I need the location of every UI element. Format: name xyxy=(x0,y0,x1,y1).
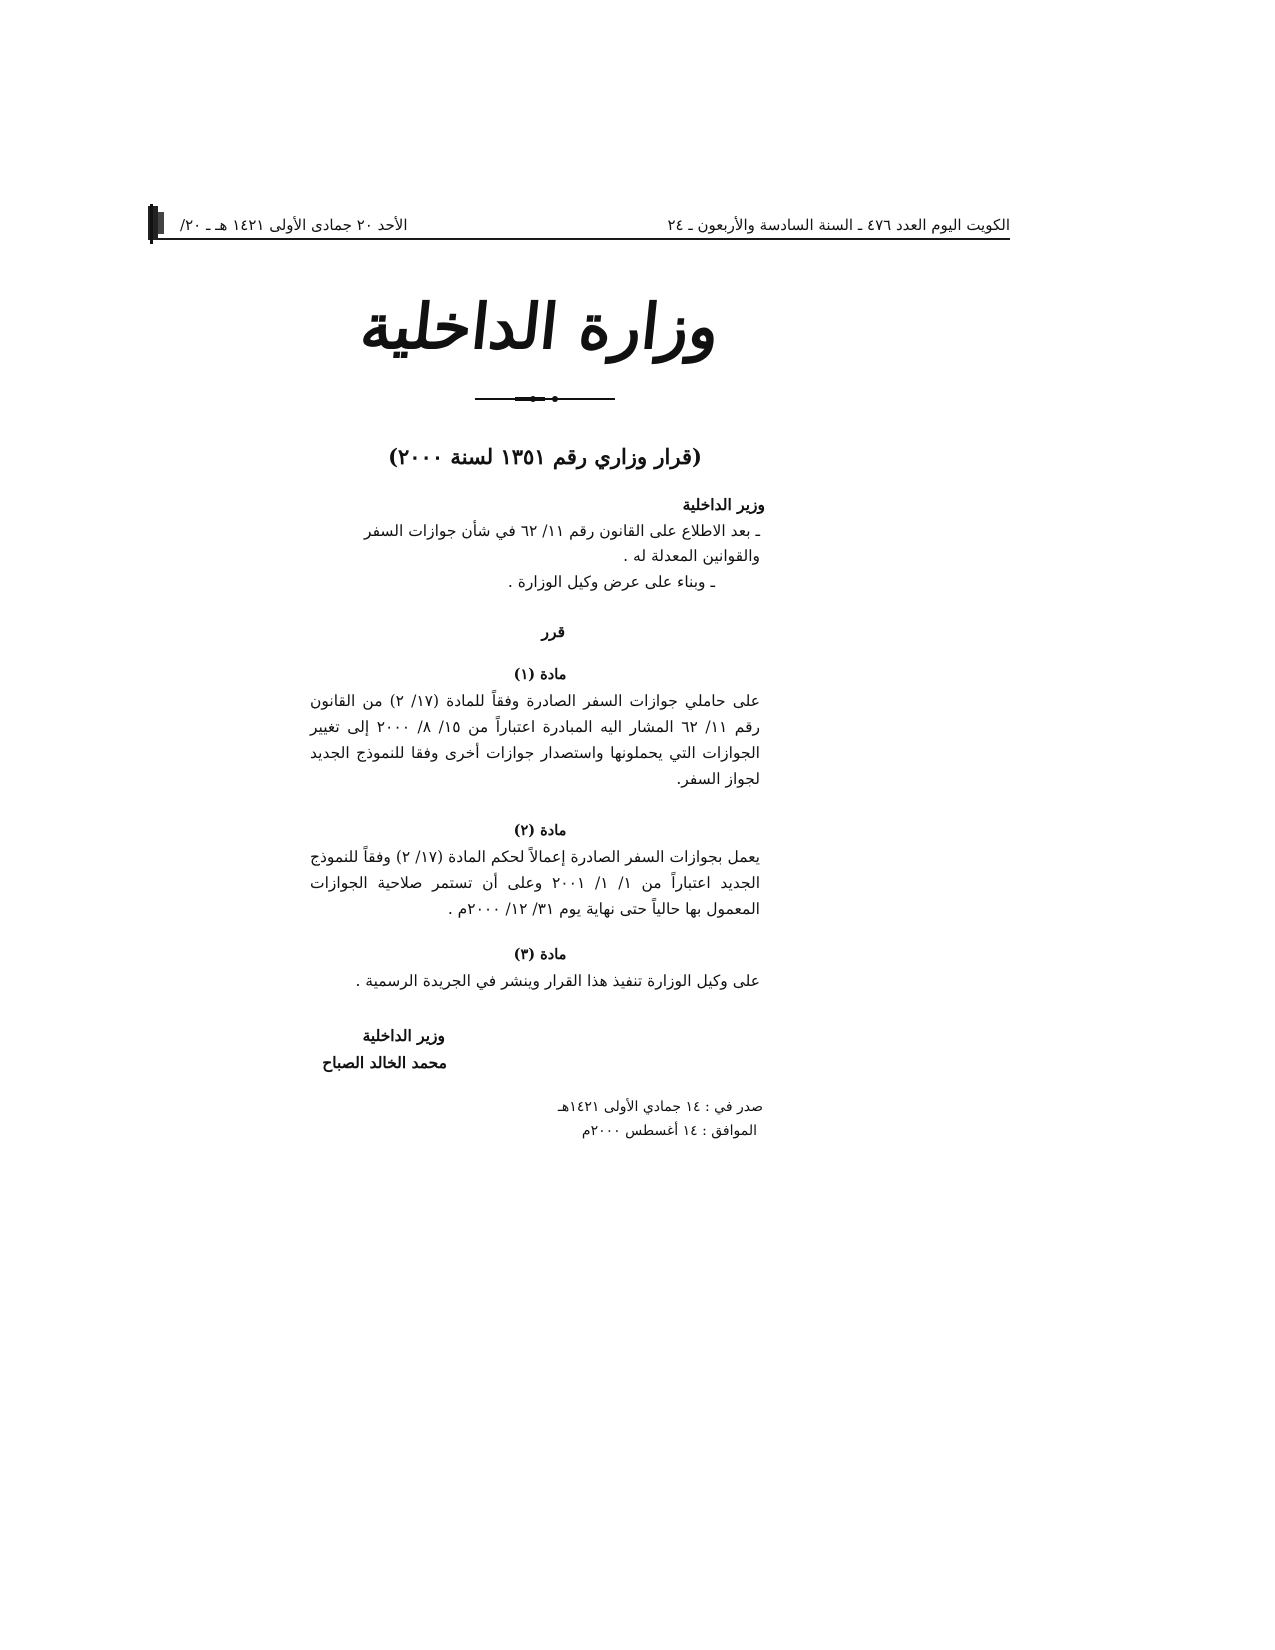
article-3-text: على وكيل الوزارة تنفيذ هذا القرار وينشر في الجريدة الرسمية . xyxy=(355,972,760,990)
corresponding-date-line: الموافق : ١٤ أغسطس ٢٠٠٠م xyxy=(581,1123,757,1139)
resolved-word: قرر xyxy=(541,622,565,641)
scan-edge-mark xyxy=(146,204,170,244)
ministry-title: وزارة الداخلية xyxy=(357,290,723,363)
preamble-recital-1-line-1: ـ بعد الاطلاع على القانون رقم ١١/ ٦٢ في شأن جوازات السفر xyxy=(364,522,760,540)
article-1-heading: مادة (١) xyxy=(513,666,567,683)
divider-ornament xyxy=(475,394,615,404)
article-2-heading: مادة (٢) xyxy=(513,822,567,839)
article-2-text: يعمل بجوازات السفر الصادرة إعمالاً لحكم المادة (١٧/ ٢) وفقاً للنموذج الجديد اعتباراً من ١/ ١/ ٢٠٠١ وعلى أن تستمر صلاحية الجوازات المعمول بها حالياً حتى نهاية يوم ٣١/ ١٢/ ٢٠٠٠م . xyxy=(310,848,760,918)
article-3-heading: مادة (٣) xyxy=(513,946,567,963)
decision-title: (قرار وزاري رقم ١٣٥١ لسنة ٢٠٠٠) xyxy=(388,444,702,469)
signature-name: محمد الخالد الصباح xyxy=(322,1053,447,1072)
preamble-issuer: وزير الداخلية xyxy=(682,495,765,514)
header-publication-line: الكويت اليوم العدد ٤٧٦ ـ السنة السادسة والأربعون ـ ٢٤ xyxy=(667,216,1010,234)
preamble-recital-2: ـ وبناء على عرض وكيل الوزارة . xyxy=(507,573,715,591)
running-header xyxy=(150,208,1010,240)
article-1-text: على حاملي جوازات السفر الصادرة وفقاً للمادة (١٧/ ٢) من القانون رقم ١١/ ٦٢ المشار اليه المبادرة اعتباراً من ١٥/ ٨/ ٢٠٠٠ إلى تغيير الجوازات التي يحملونها واستصدار جوازات أخرى وفقا للنموذج الجديد لجواز السفر. xyxy=(310,692,761,788)
preamble-recital-1-line-2: والقوانين المعدلة له . xyxy=(623,547,760,565)
header-date-line: الأحد ٢٠ جمادى الأولى ١٤٢١ هـ ـ ٢٠/ xyxy=(180,216,408,234)
issued-date-line: صدر في : ١٤ جمادي الأولى ١٤٢١هـ xyxy=(557,1099,763,1115)
signature-title: وزير الداخلية xyxy=(362,1026,445,1045)
